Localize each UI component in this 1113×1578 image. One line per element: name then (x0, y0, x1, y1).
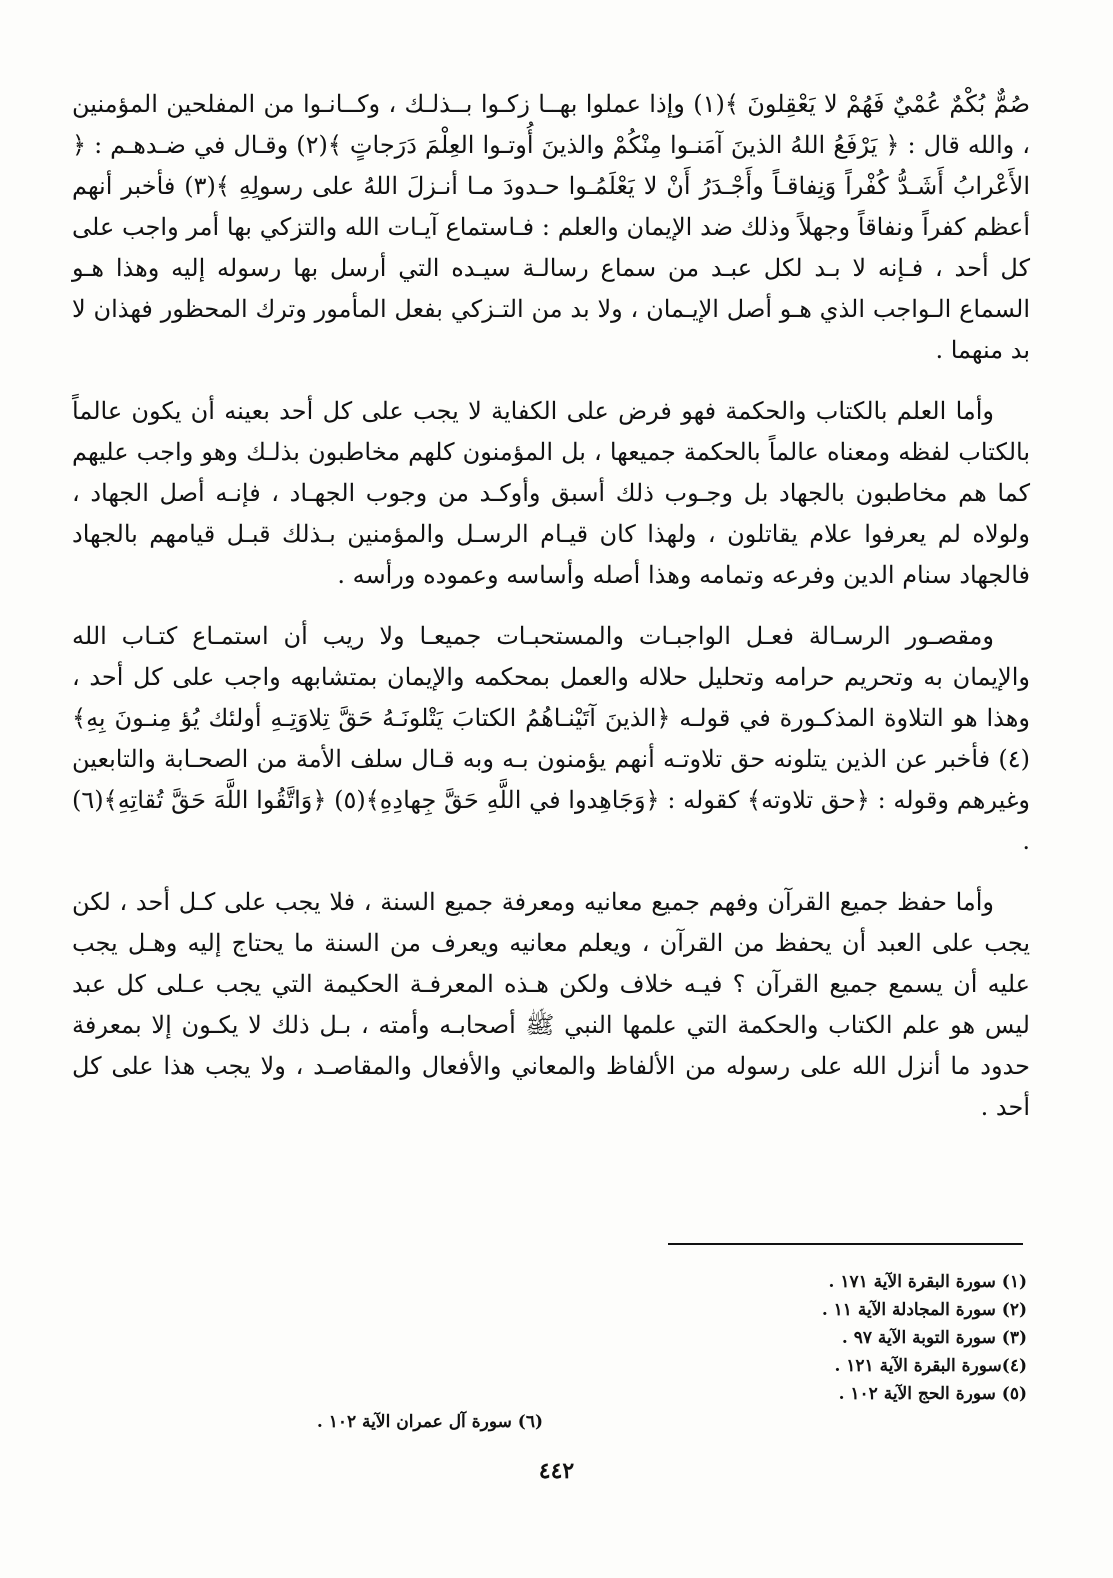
paragraph-4: وأما حفظ جميع القرآن وفهم جميع معانيه ومعرفة جميع السنة ، فلا يجب على كـل أحد ، لكن يجب على العبد أن يحفظ من القرآن ، ويعلم معانيه ويعرف من السنة ما يحتاج إليه وهـل يجب عليه أن يسمع جميع القرآن ؟ فيـه خلاف ولكن هـذه المعرفـة الحكيمة التي يجب عـلى كل عبد ليس هو علم الكتاب والحكمة التي علمها النبي ﷺ أصحابـه وأمته ، بـل ذلك لا يكـون إلا بمعرفة حدود ما أنزل الله على رسوله من الألفاظ والمعاني والأفعال والمقاصـد ، ولا يجب هذا على كل أحد . (72, 888, 1030, 1121)
paragraph-2: وأما العلم بالكتاب والحكمة فهو فرض على الكفاية لا يجب على كل أحد بعينه أن يكون عالماً بالكتاب لفظه ومعناه عالماً بالحكمة جميعها ، بل المؤمنون كلهم مخاطبون بذلـك وهو واجب عليهم كما هم مخاطبون بالجهاد بل وجـوب ذلك أسبق وأوكـد من وجوب الجهـاد ، فإنـه أصل الجهاد ، ولولاه لم يعرفوا علام يقاتلون ، ولهذا كان قيـام الرسـل والمؤمنين بـذلك قبـل قيامهم بالجهاد فالجهاد سنام الدين وفرعه وتمامه وهذا أصله وأساسه وعموده ورأسه . (72, 397, 1031, 589)
footnote-1: (١) سورة البقرة الآية ١٧١ . (828, 1272, 1027, 1292)
page-number: ٤٤٢ (538, 1458, 575, 1484)
footnote-6: (٦) سورة آل عمران الآية ١٠٢ . (316, 1412, 543, 1432)
footnote-divider (668, 1243, 1023, 1245)
body-text (72, 84, 1030, 1148)
footnotes (667, 1268, 1027, 1408)
footnote-5: (٥) سورة الحج الآية ١٠٢ . (838, 1384, 1027, 1404)
paragraph-1: صُمٌّ بُكْمٌ عُمْيٌ فَهُمْ لا يَعْقِلونَ ﴾(١) وإذا عملوا بهــا زكـوا بــذلـك ، وكــانـوا من المفلحين المؤمنين ، والله قال : ﴿ يَرْفَعُ اللهُ الذينَ آمَنـوا مِنْكُمْ والذينَ أُوتـوا العِلْمَ دَرَجاتٍ ﴾(٢) وقـال في ضـدهـم : ﴿ الأَعْرابُ أَشَـدُّ كُفْراً وَنِفاقـاً وأَجْـدَرُ أَنْ لا يَعْلَمُـوا حـدودَ مـا أنـزلَ اللهُ على رسولِهِ ﴾(٣) فأخبر أنهم أعظم كفراً ونفاقاً وجهلاً وذلك ضد الإيمان والعلم : فـاستماع آيـات الله والتزكي بها أمر واجب على كل أحد ، فـإنه لا بـد لكل عبـد من سماع رسالـة سيـده التي أرسل بها رسوله إليه وهذا هـو السماع الـواجب الذي هـو أصل الإيـمان ، ولا بد من التـزكي بفعل المأمور وترك المحظور فهذان لا بد منهما . (72, 90, 1031, 364)
paragraph-3: ومقصـور الرسـالة فعـل الواجبـات والمستحبـات جميعـا ولا ريب أن استمـاع كتـاب الله والإيمان به وتحريم حرامه وتحليل حلاله والعمل بمحكمه والإيمان بمتشابهه واجب على كل أحد ، وهذا هو التلاوة المذكـورة في قولـه ﴿الذينَ آتَيْنـاهُمُ الكتابَ يَتْلونَـهُ حَقَّ تِلاوَتِـهِ أولئك يُؤ مِنـونَ بِهِ﴾(٤) فأخبر عن الذين يتلونه حق تلاوتـه أنهم يؤمنون بـه وبه قـال سلف الأمة من الصحـابة والتابعين وغيرهم وقوله : ﴿حق تلاوته﴾ كقوله : ﴿وَجَاهِدوا في اللَّهِ حَقَّ جِهادِهِ﴾(٥) ﴿وَاتَّقُوا اللَّهَ حَقَّ تُقاتِهِ﴾(٦) . (72, 622, 1031, 855)
footnote-3: (٣) سورة التوبة الآية ٩٧ . (841, 1328, 1027, 1348)
footnote-2: (٢) سورة المجادلة الآية ١١ . (821, 1300, 1027, 1320)
footnote-4: (٤)سورة البقرة الآية ١٢١ . (834, 1356, 1027, 1376)
